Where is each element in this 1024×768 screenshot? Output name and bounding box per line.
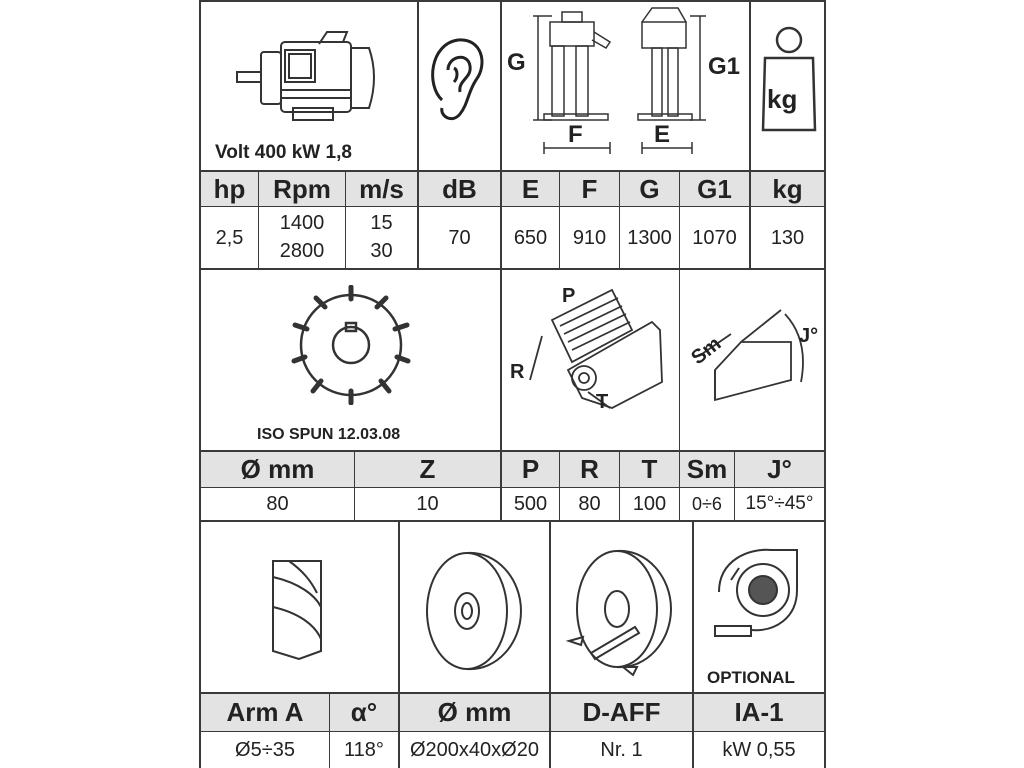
weight-unit: kg (767, 84, 798, 114)
border-right (824, 0, 826, 768)
header-f: F (560, 172, 619, 206)
value-r: 80 (578, 493, 601, 515)
value-p: 500 (513, 493, 548, 515)
value-d-aff: Nr. 1 (600, 739, 643, 761)
header-ms: m/s (346, 172, 417, 206)
angle-label-sm: Sm (687, 332, 726, 370)
angle-label-j: J° (799, 325, 819, 347)
header-j: J° (735, 452, 824, 487)
blade-caption: ISO SPUN 12.03.08 (257, 426, 401, 443)
value-g: 1300 (627, 226, 672, 249)
value-e: 650 (513, 226, 548, 249)
value-g1: 1070 (692, 226, 737, 249)
value-kg: 130 (770, 226, 805, 249)
weight-icon (759, 22, 819, 137)
header-diameter: Ø mm (201, 452, 354, 487)
value-ms-2: 30 (370, 240, 393, 262)
wheel-dresser-icon (561, 543, 686, 678)
header-kg: kg (751, 172, 824, 206)
value-alpha: 118° (344, 739, 384, 761)
header-z: Z (355, 452, 500, 487)
value-z: 10 (416, 493, 439, 515)
rule (749, 0, 751, 170)
rule (199, 520, 826, 522)
header-d-aff: D-AFF (551, 694, 692, 731)
optional-caption: OPTIONAL (707, 668, 795, 687)
saw-head-diagram (502, 270, 679, 450)
rule (549, 520, 551, 694)
value-hp: 2,5 (215, 226, 244, 249)
value-diameter: 80 (266, 493, 289, 515)
dimensions-diagram (502, 2, 749, 168)
ear-icon (424, 30, 494, 130)
header-ia-1: IA-1 (694, 694, 824, 731)
value-rpm-2: 2800 (279, 240, 325, 262)
value-ms-1: 15 (370, 212, 393, 234)
rule (692, 520, 694, 694)
header-r: R (560, 452, 619, 487)
electric-motor-icon (229, 30, 389, 125)
rule (417, 0, 419, 170)
angle-diagram (681, 290, 824, 420)
extractor-fan-icon (709, 540, 809, 640)
saw-blade-icon (291, 285, 411, 405)
header-rpm: Rpm (259, 172, 345, 206)
header-arm-a: Arm A (201, 694, 329, 731)
header-sm: Sm (680, 452, 734, 487)
header-wheel-diameter: Ø mm (400, 694, 549, 731)
value-wheel-diameter: Ø200x40xØ20 (410, 739, 539, 761)
saw-label-r: R (510, 361, 525, 383)
rule (398, 520, 400, 694)
header-g1: G1 (680, 172, 749, 206)
header-alpha: α° (330, 694, 398, 731)
saw-label-p: P (562, 285, 576, 307)
value-db: 70 (448, 226, 471, 249)
dim-label-f: F (568, 121, 583, 148)
value-f: 910 (572, 226, 607, 249)
spec-sheet (199, 0, 826, 768)
value-ia-1: kW 0,55 (722, 739, 796, 761)
saw-label-t: T (596, 391, 609, 413)
grinding-wheel-icon (417, 545, 529, 675)
header-p: P (502, 452, 559, 487)
dim-label-e: E (654, 121, 671, 148)
drill-bit-icon (259, 555, 339, 660)
value-sm: 0÷6 (692, 494, 722, 514)
border-left (199, 0, 201, 768)
rule (679, 268, 680, 452)
value-arm-a: Ø5÷35 (235, 739, 295, 761)
value-rpm-1: 1400 (279, 212, 325, 234)
header-hp: hp (201, 172, 258, 206)
header-e: E (502, 172, 559, 206)
dim-label-g1: G1 (708, 53, 741, 80)
motor-caption: Volt 400 kW 1,8 (215, 142, 352, 163)
header-db: dB (419, 172, 500, 206)
header-t: T (620, 452, 679, 487)
header-g: G (620, 172, 679, 206)
dim-label-g: G (507, 49, 526, 76)
value-t: 100 (632, 493, 667, 515)
value-j: 15°÷45° (745, 493, 814, 514)
